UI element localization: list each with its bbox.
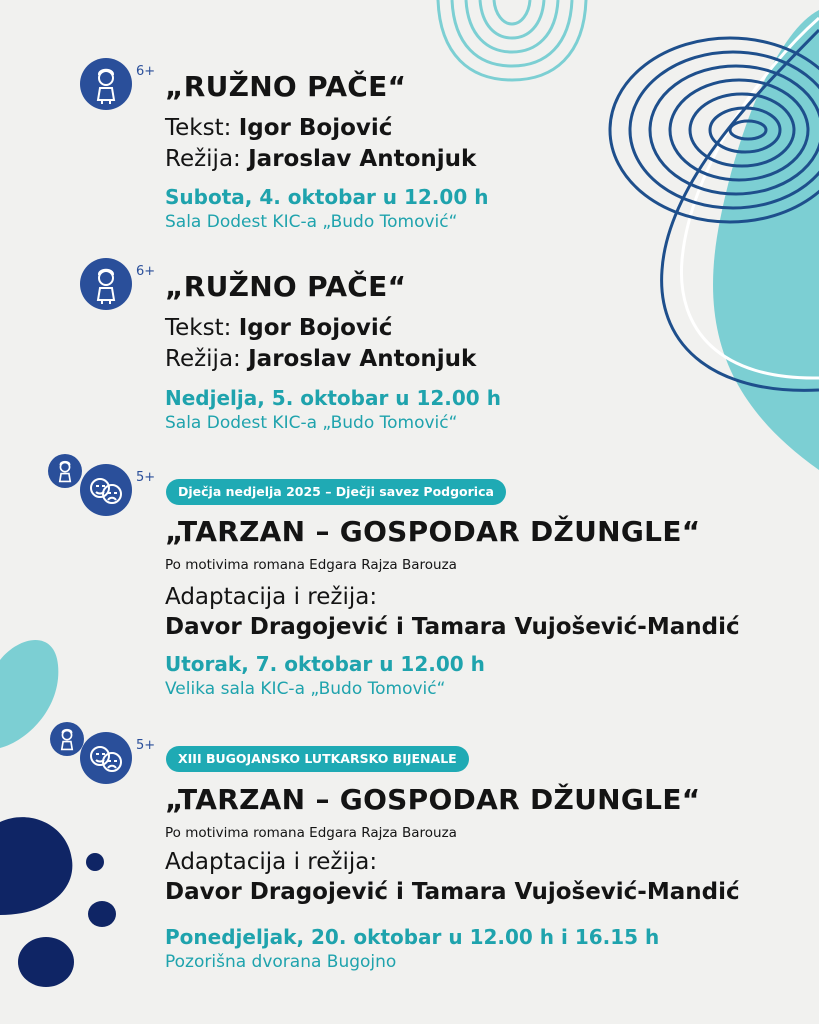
text-credit: Tekst: Igor Bojović [165,315,393,341]
right-teal-blob [713,10,819,470]
theatre-masks-icon [80,732,132,784]
navy-large-dot [0,817,72,915]
credit-label: Adaptacija i režija: [165,584,378,610]
event-venue: Velika sala KIC-a „Budo Tomović“ [165,679,446,699]
puppet-icon [48,454,82,488]
right-blue-curve [662,30,819,390]
event-subtitle: Po motivima romana Edgara Rajza Barouza [165,557,457,573]
navy-bottom-dot [18,937,74,987]
event-title: „TARZAN – GOSPODAR DŽUNGLE“ [165,783,701,816]
theatre-masks-icon [80,464,132,516]
top-rings-decoration [438,0,586,80]
text-credit: Tekst: Igor Bojović [165,115,393,141]
navy-small-dot [86,853,104,871]
event-venue: Sala Dodest KIC-a „Budo Tomović“ [165,212,458,232]
event-title: „TARZAN – GOSPODAR DŽUNGLE“ [165,515,701,548]
event-title: „RUŽNO PAČE“ [165,70,407,103]
age-rating: 6+ [136,64,156,79]
event-date: Nedjelja, 5. oktobar u 12.00 h [165,386,501,410]
blue-rings-decoration [610,38,819,222]
event-date: Ponedjeljak, 20. oktobar u 12.00 h i 16.15 h [165,925,660,949]
festival-tag: XIII BUGOJANSKO LUTKARSKO BIJENALE [166,746,469,772]
puppet-icon [80,258,132,310]
right-white-curve [681,18,819,378]
festival-tag: Dječja nedjelja 2025 – Dječji savez Podgorica [166,479,506,505]
direction-credit: Režija: Jaroslav Antonjuk [165,146,477,172]
event-title: „RUŽNO PAČE“ [165,270,407,303]
event-date: Utorak, 7. oktobar u 12.00 h [165,652,485,676]
age-rating: 5+ [136,470,156,485]
event-venue: Pozorišna dvorana Bugojno [165,952,397,972]
credit-label: Adaptacija i režija: [165,849,378,875]
event-venue: Sala Dodest KIC-a „Budo Tomović“ [165,413,458,433]
direction-credit: Režija: Jaroslav Antonjuk [165,346,477,372]
puppet-icon [80,58,132,110]
age-rating: 6+ [136,264,156,279]
puppet-icon [50,722,84,756]
credit-names: Davor Dragojević i Tamara Vujošević-Mandić [165,879,740,905]
event-subtitle: Po motivima romana Edgara Rajza Barouza [165,825,457,841]
credit-names: Davor Dragojević i Tamara Vujošević-Mandić [165,614,740,640]
age-rating: 5+ [136,738,156,753]
event-date: Subota, 4. oktobar u 12.00 h [165,185,489,209]
navy-medium-dot [88,901,116,927]
